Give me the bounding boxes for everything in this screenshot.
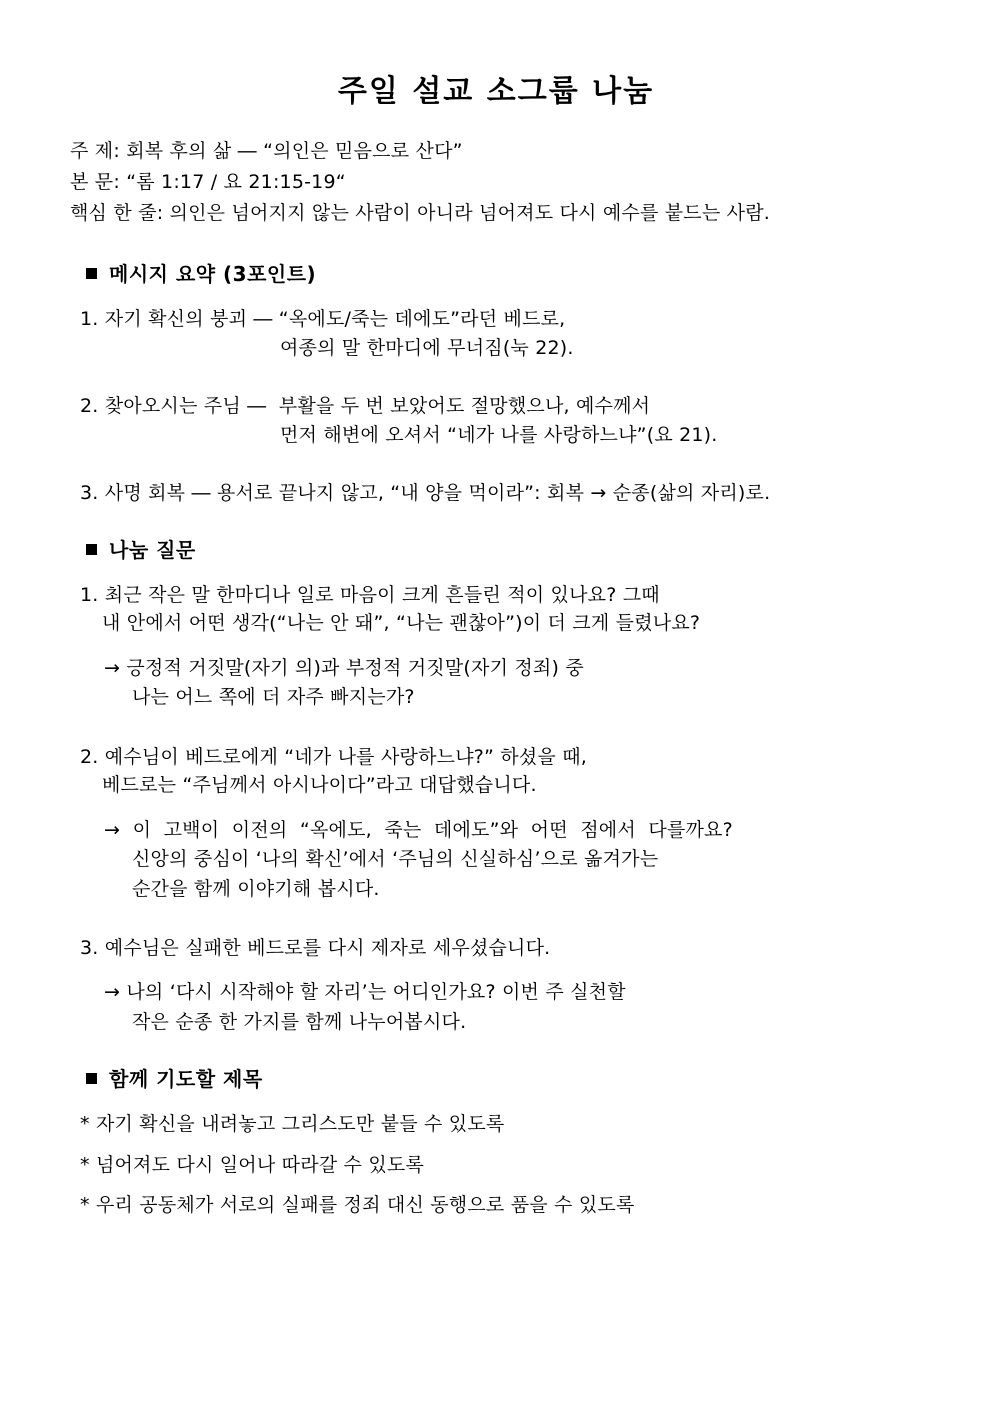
prayer-item-3: * 우리 공동체가 서로의 실패를 정죄 대신 동행으로 품을 수 있도록 <box>80 1194 635 1217</box>
question-3-line-1: 3. 예수님은 실패한 베드로를 다시 제자로 세우셨습니다. <box>80 936 551 959</box>
section-heading-prayer-topics <box>86 1063 930 1092</box>
question-2-followup-line-3: 순간을 함께 이야기해 봅시다. <box>132 877 380 900</box>
question-2-followup-line-2: 신앙의 중심이 ‘나의 확신’에서 ‘주님의 신실하심’으로 옮겨가는 <box>132 848 659 871</box>
section-discussion-questions <box>62 534 930 1038</box>
square-bullet-icon <box>86 1073 97 1084</box>
question-2-followup <box>62 816 930 904</box>
question-1-line-2: 내 안에서 어떤 생각(“나는 안 돼”, “나는 괜찮아”)이 더 크게 들렸나요? <box>102 612 701 635</box>
question-2-line-2: 베드로는 “주님께서 아시나이다”라고 대답했습니다. <box>102 774 537 797</box>
section-heading-message-summary <box>86 258 930 287</box>
square-bullet-icon <box>86 544 97 555</box>
summary-point-2-line-1: 2. 찾아오시는 주님 ― 부활을 두 번 보았어도 절망했으나, 예수께서 <box>80 395 651 418</box>
question-1-followup-line-1: → 긍정적 거짓말(자기 의)과 부정적 거짓말(자기 정죄) 중 <box>104 656 584 679</box>
summary-point-1 <box>62 305 930 362</box>
prayer-item-2: * 넘어져도 다시 일어나 따라갈 수 있도록 <box>80 1153 425 1176</box>
page-title: 주일 설교 소그룹 나눔 <box>337 74 655 109</box>
summary-point-3 <box>62 479 930 508</box>
summary-point-1-line-1: 1. 자기 확신의 붕괴 ― “옥에도/죽는 데에도”라던 베드로, <box>80 308 566 331</box>
question-3-followup <box>62 978 930 1037</box>
summary-point-1-line-2: 여종의 말 한마디에 무너짐(눅 22). <box>280 336 574 359</box>
question-3-followup-line-2: 작은 순종 한 가지를 함께 나누어봅시다. <box>132 1010 467 1033</box>
question-2-line-1: 2. 예수님이 베드로에게 “네가 나를 사랑하느냐?” 하셨을 때, <box>80 745 588 768</box>
question-2 <box>62 743 930 800</box>
question-1-followup <box>62 654 930 713</box>
section-heading-label: 함께 기도할 제목 <box>109 1067 263 1092</box>
question-1-line-1: 1. 최근 작은 말 한마디나 일로 마음이 크게 흔들린 적이 있나요? 그때 <box>80 583 660 606</box>
summary-point-3-line-1: 3. 사명 회복 ― 용서로 끝나지 않고, “내 양을 먹이라”: 회복 → 순종(삶의 자리)로. <box>80 482 771 505</box>
question-2-followup-line-1: → 이 고백이 이전의 “옥에도, 죽는 데에도”와 어떤 점에서 다를까요? <box>104 818 733 841</box>
square-bullet-icon <box>86 268 97 279</box>
meta-line-topic: 주 제: 회복 후의 삶 ― “의인은 믿음으로 산다” <box>70 140 463 162</box>
question-3 <box>62 934 930 963</box>
summary-point-2-line-2: 먼저 해변에 오셔서 “네가 나를 사랑하느냐”(요 21). <box>280 423 718 446</box>
prayer-item-1: * 자기 확신을 내려놓고 그리스도만 붙들 수 있도록 <box>80 1113 505 1136</box>
section-heading-label: 메시지 요약 (3포인트) <box>109 262 317 287</box>
meta-line-key-sentence: 핵심 한 줄: 의인은 넘어지지 않는 사람이 아니라 넘어져도 다시 예수를 붙드는 사람. <box>70 201 770 224</box>
question-1 <box>62 581 930 638</box>
section-heading-label: 나눔 질문 <box>109 537 196 562</box>
summary-point-2 <box>62 392 930 449</box>
document-meta <box>70 136 930 228</box>
section-message-summary <box>62 258 930 508</box>
question-1-followup-line-2: 나는 어느 쪽에 더 자주 빠지는가? <box>132 686 415 709</box>
question-3-followup-line-1: → 나의 ‘다시 시작해야 할 자리’는 어디인가요? 이번 주 실천할 <box>104 981 626 1004</box>
section-prayer-topics <box>62 1063 930 1220</box>
section-heading-discussion-questions <box>86 534 930 563</box>
meta-line-text: 본 문: “롬 1:17 / 요 21:15-19“ <box>70 170 346 193</box>
